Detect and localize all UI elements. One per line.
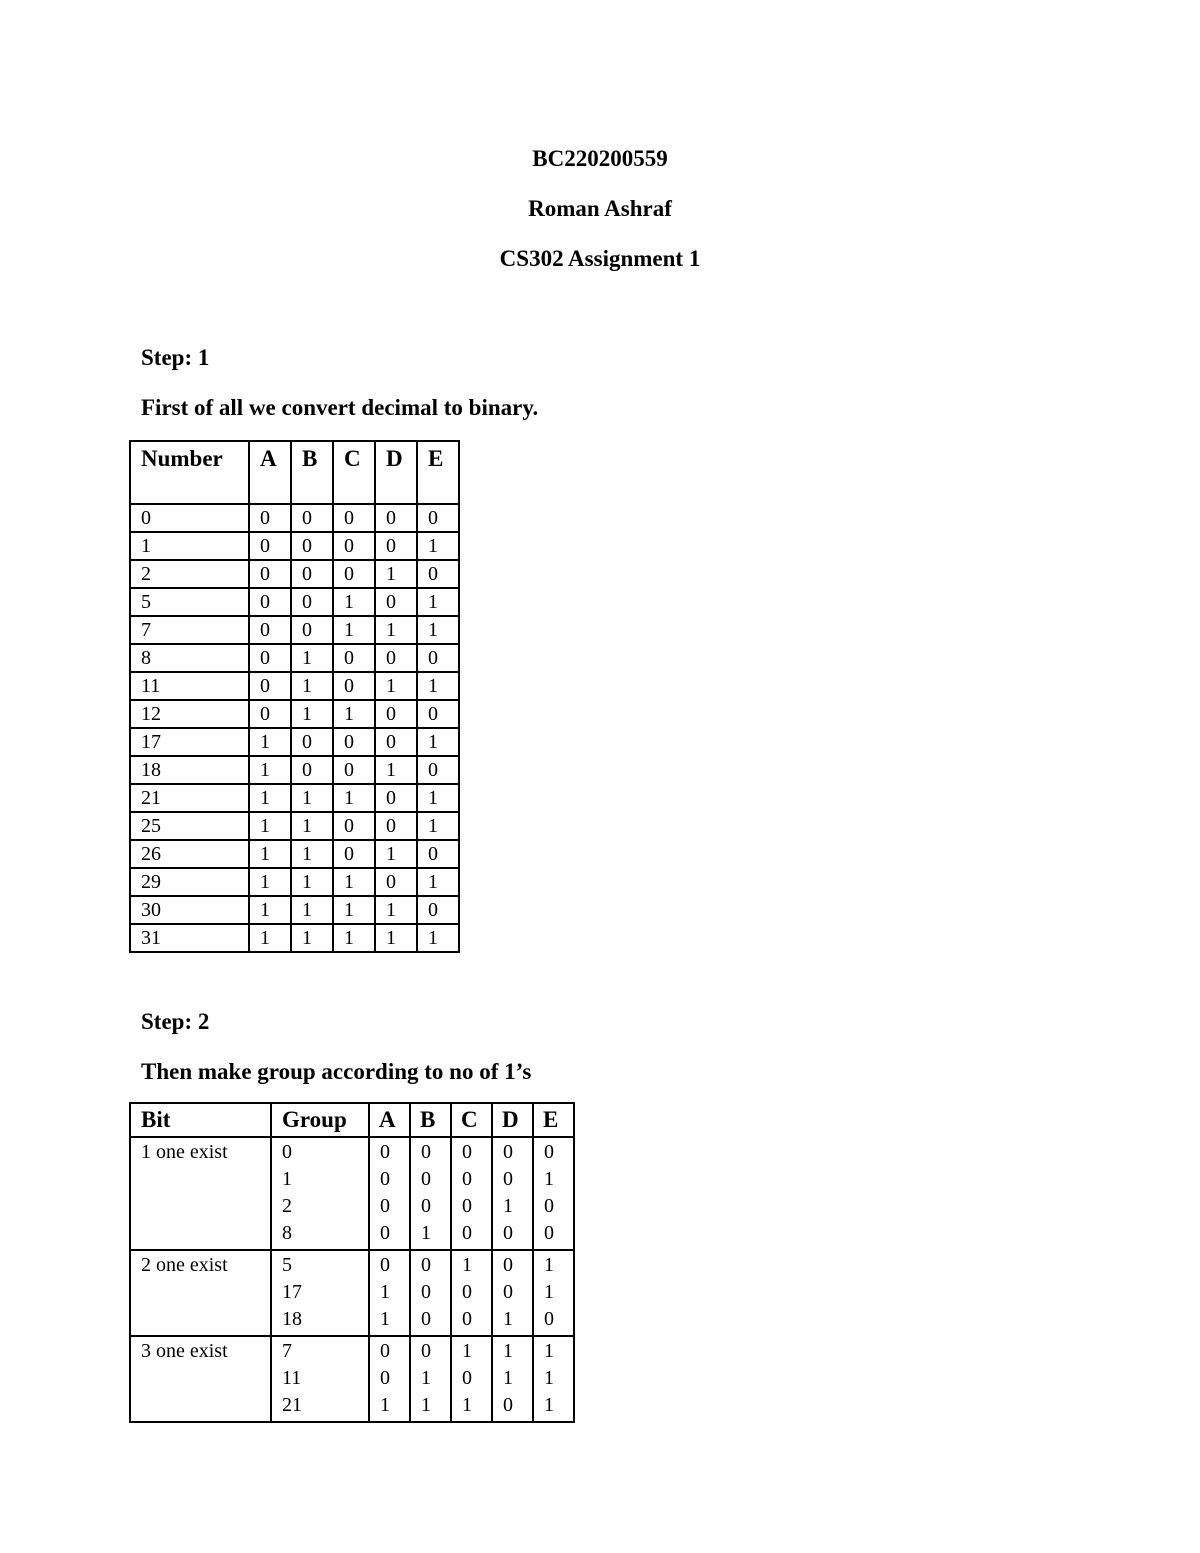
table-row: [130, 672, 459, 700]
group-number: 1: [282, 1168, 292, 1190]
bit-cell: 0: [249, 532, 291, 560]
group-bit: 0: [380, 1168, 390, 1190]
bit-cell: 1: [417, 672, 459, 700]
column-header: E: [417, 441, 459, 504]
bit-group-label: 1 one exist: [130, 1137, 271, 1250]
bit-cell: 0: [249, 616, 291, 644]
number-cell: 5: [130, 588, 249, 616]
group-bit: 1: [380, 1281, 390, 1303]
group-bits-cell: [533, 1137, 574, 1250]
bit-cell: 1: [291, 924, 333, 952]
group-bit: 1: [421, 1394, 431, 1416]
table-row: [130, 756, 459, 784]
group-bit: 0: [462, 1281, 472, 1303]
bit-cell: 0: [333, 532, 375, 560]
bit-cell: 0: [291, 532, 333, 560]
table-row: [130, 700, 459, 728]
bit-cell: 1: [291, 868, 333, 896]
bit-cell: 0: [249, 588, 291, 616]
column-header: D: [375, 441, 417, 504]
table-row: [130, 588, 459, 616]
group-bit: 1: [462, 1254, 472, 1276]
bit-cell: 1: [417, 588, 459, 616]
group-bit: 0: [544, 1141, 554, 1163]
bit-cell: 0: [333, 644, 375, 672]
table-header-row: [130, 441, 459, 504]
column-header: E: [533, 1103, 574, 1137]
table-row: [130, 644, 459, 672]
group-bit: 0: [380, 1222, 390, 1244]
table-row: [130, 560, 459, 588]
bit-cell: 1: [291, 700, 333, 728]
group-bit: 0: [503, 1222, 513, 1244]
bit-cell: 0: [417, 560, 459, 588]
number-cell: 11: [130, 672, 249, 700]
group-bit: 0: [421, 1195, 431, 1217]
table-header-row: [130, 1103, 574, 1137]
group-number: 2: [282, 1195, 292, 1217]
number-cell: 0: [130, 504, 249, 532]
table-row: [130, 784, 459, 812]
group-number: 0: [282, 1141, 292, 1163]
number-cell: 7: [130, 616, 249, 644]
number-cell: 17: [130, 728, 249, 756]
bit-cell: 1: [291, 840, 333, 868]
group-bit: 0: [462, 1367, 472, 1389]
step2-description: Then make group according to no of 1’s: [141, 1059, 532, 1084]
bit-cell: 1: [417, 812, 459, 840]
group-bit: 0: [380, 1195, 390, 1217]
group-bits-cell: [369, 1250, 410, 1336]
bit-cell: 0: [249, 700, 291, 728]
column-header: D: [492, 1103, 533, 1137]
bit-cell: 0: [375, 532, 417, 560]
group-bit: 0: [503, 1141, 513, 1163]
group-bit: 0: [380, 1367, 390, 1389]
bit-cell: 0: [249, 560, 291, 588]
bit-cell: 1: [417, 728, 459, 756]
bit-cell: 1: [375, 616, 417, 644]
bit-cell: 1: [333, 700, 375, 728]
group-row: [130, 1336, 574, 1422]
column-header: B: [410, 1103, 451, 1137]
group-bit: 0: [462, 1222, 472, 1244]
group-bit: 0: [462, 1195, 472, 1217]
group-bit: 0: [380, 1141, 390, 1163]
bit-cell: 1: [417, 616, 459, 644]
student-id: BC220200559: [532, 146, 668, 171]
group-bits-cell: [451, 1336, 492, 1422]
table-row: [130, 924, 459, 952]
group-bit: 1: [544, 1168, 554, 1190]
group-number: 11: [282, 1367, 302, 1389]
column-header: Group: [271, 1103, 369, 1137]
bit-cell: 1: [375, 840, 417, 868]
column-header: Bit: [130, 1103, 271, 1137]
bit-cell: 1: [333, 868, 375, 896]
bit-cell: 0: [375, 728, 417, 756]
bit-cell: 0: [375, 588, 417, 616]
number-cell: 29: [130, 868, 249, 896]
group-numbers-cell: [271, 1336, 369, 1422]
bit-cell: 0: [375, 868, 417, 896]
group-number: 7: [282, 1340, 292, 1362]
table-row: [130, 896, 459, 924]
bit-cell: 1: [249, 756, 291, 784]
group-bits-cell: [369, 1137, 410, 1250]
group-row: [130, 1250, 574, 1336]
number-cell: 25: [130, 812, 249, 840]
table-row: [130, 840, 459, 868]
group-bit: 1: [421, 1222, 431, 1244]
bit-cell: 1: [333, 616, 375, 644]
bit-cell: 0: [333, 728, 375, 756]
bit-cell: 1: [249, 896, 291, 924]
group-bit: 1: [380, 1394, 390, 1416]
group-number: 8: [282, 1222, 292, 1244]
group-bits-cell: [533, 1336, 574, 1422]
bit-cell: 1: [375, 672, 417, 700]
group-bit: 1: [503, 1367, 513, 1389]
bit-cell: 1: [333, 784, 375, 812]
group-bit: 0: [380, 1340, 390, 1362]
group-bit: 0: [503, 1394, 513, 1416]
group-bit: 0: [503, 1254, 513, 1276]
group-bit: 0: [544, 1222, 554, 1244]
bit-cell: 0: [291, 728, 333, 756]
bit-cell: 1: [417, 784, 459, 812]
group-bit: 0: [421, 1141, 431, 1163]
bit-cell: 0: [333, 812, 375, 840]
bit-cell: 1: [417, 868, 459, 896]
bit-cell: 1: [375, 896, 417, 924]
bit-cell: 0: [333, 504, 375, 532]
assignment-title: CS302 Assignment 1: [499, 246, 701, 271]
group-bit: 1: [503, 1195, 513, 1217]
group-bit: 1: [462, 1394, 472, 1416]
grouping-table: [129, 1102, 575, 1423]
group-numbers-cell: [271, 1250, 369, 1336]
bit-group-label: 2 one exist: [130, 1250, 271, 1336]
table-row: [130, 868, 459, 896]
bit-cell: 0: [375, 700, 417, 728]
bit-cell: 0: [291, 616, 333, 644]
column-header: C: [333, 441, 375, 504]
bit-cell: 0: [375, 784, 417, 812]
group-number: 18: [282, 1308, 302, 1330]
group-bit: 1: [503, 1340, 513, 1362]
group-bit: 0: [462, 1141, 472, 1163]
bit-cell: 0: [417, 504, 459, 532]
group-bit: 1: [421, 1367, 431, 1389]
group-bits-cell: [492, 1336, 533, 1422]
bit-cell: 0: [417, 756, 459, 784]
bit-cell: 0: [417, 644, 459, 672]
bit-cell: 0: [249, 504, 291, 532]
column-header: C: [451, 1103, 492, 1137]
bit-cell: 0: [375, 644, 417, 672]
group-bits-cell: [451, 1137, 492, 1250]
step1-description: First of all we convert decimal to binary.: [141, 395, 539, 420]
bit-cell: 1: [249, 728, 291, 756]
bit-cell: 1: [291, 896, 333, 924]
number-cell: 30: [130, 896, 249, 924]
group-bits-cell: [369, 1336, 410, 1422]
bit-cell: 0: [291, 504, 333, 532]
number-cell: 31: [130, 924, 249, 952]
group-bits-cell: [492, 1137, 533, 1250]
group-bit: 1: [544, 1254, 554, 1276]
bit-group-label: 3 one exist: [130, 1336, 271, 1422]
number-cell: 18: [130, 756, 249, 784]
step1-label: Step: 1: [141, 345, 210, 370]
group-bit: 0: [462, 1308, 472, 1330]
group-number: 21: [282, 1394, 302, 1416]
group-bit: 0: [380, 1254, 390, 1276]
bit-cell: 0: [249, 644, 291, 672]
group-row: [130, 1137, 574, 1250]
bit-cell: 0: [375, 504, 417, 532]
group-number: 5: [282, 1254, 292, 1276]
table-row: [130, 728, 459, 756]
bit-cell: 1: [291, 784, 333, 812]
group-bit: 1: [380, 1308, 390, 1330]
number-cell: 2: [130, 560, 249, 588]
bit-cell: 0: [333, 560, 375, 588]
group-bits-cell: [492, 1250, 533, 1336]
group-bit: 0: [544, 1308, 554, 1330]
student-name: Roman Ashraf: [528, 196, 672, 221]
step2-label: Step: 2: [141, 1009, 210, 1034]
group-bits-cell: [410, 1250, 451, 1336]
group-bit: 0: [421, 1168, 431, 1190]
bit-cell: 1: [375, 560, 417, 588]
number-cell: 8: [130, 644, 249, 672]
group-bit: 1: [544, 1281, 554, 1303]
bit-cell: 0: [417, 896, 459, 924]
bit-cell: 1: [417, 532, 459, 560]
bit-cell: 0: [291, 588, 333, 616]
group-bits-cell: [533, 1250, 574, 1336]
group-numbers-cell: [271, 1137, 369, 1250]
group-number: 17: [282, 1281, 302, 1303]
bit-cell: 1: [375, 924, 417, 952]
bit-cell: 0: [333, 840, 375, 868]
bit-cell: 1: [333, 588, 375, 616]
group-bit: 1: [503, 1308, 513, 1330]
bit-cell: 1: [333, 896, 375, 924]
bit-cell: 0: [375, 812, 417, 840]
table-row: [130, 616, 459, 644]
number-cell: 21: [130, 784, 249, 812]
bit-cell: 0: [291, 756, 333, 784]
bit-cell: 0: [333, 756, 375, 784]
column-header: Number: [130, 441, 249, 504]
table-row: [130, 504, 459, 532]
group-bit: 1: [462, 1340, 472, 1362]
group-bits-cell: [410, 1336, 451, 1422]
bit-cell: 0: [333, 672, 375, 700]
number-cell: 1: [130, 532, 249, 560]
bit-cell: 1: [249, 868, 291, 896]
group-bit: 0: [421, 1254, 431, 1276]
group-bit: 0: [421, 1340, 431, 1362]
column-header: A: [249, 441, 291, 504]
group-bit: 0: [544, 1195, 554, 1217]
bit-cell: 1: [291, 644, 333, 672]
group-bit: 0: [503, 1281, 513, 1303]
bit-cell: 0: [417, 700, 459, 728]
group-bit: 1: [544, 1394, 554, 1416]
bit-cell: 0: [291, 560, 333, 588]
number-cell: 26: [130, 840, 249, 868]
group-bits-cell: [451, 1250, 492, 1336]
table-row: [130, 812, 459, 840]
bit-cell: 1: [375, 756, 417, 784]
group-bit: 1: [544, 1340, 554, 1362]
group-bit: 0: [503, 1168, 513, 1190]
group-bits-cell: [410, 1137, 451, 1250]
column-header: B: [291, 441, 333, 504]
bit-cell: 1: [249, 924, 291, 952]
group-bit: 0: [462, 1168, 472, 1190]
group-bit: 0: [421, 1281, 431, 1303]
group-bit: 0: [421, 1308, 431, 1330]
bit-cell: 1: [249, 840, 291, 868]
bit-cell: 1: [291, 812, 333, 840]
group-bit: 1: [544, 1367, 554, 1389]
bit-cell: 0: [249, 672, 291, 700]
bit-cell: 1: [291, 672, 333, 700]
bit-cell: 1: [249, 784, 291, 812]
number-cell: 12: [130, 700, 249, 728]
bit-cell: 1: [333, 924, 375, 952]
binary-conversion-table: [129, 440, 460, 953]
column-header: A: [369, 1103, 410, 1137]
bit-cell: 1: [249, 812, 291, 840]
bit-cell: 1: [417, 924, 459, 952]
bit-cell: 0: [417, 840, 459, 868]
table-row: [130, 532, 459, 560]
